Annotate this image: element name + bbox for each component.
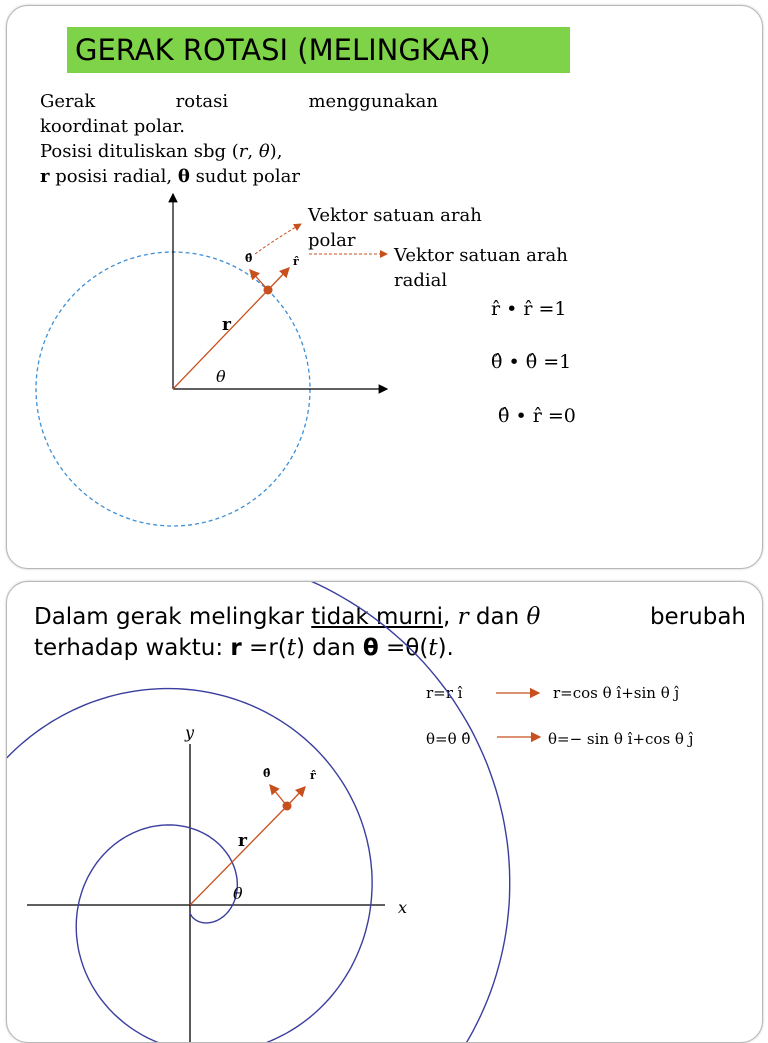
y-axis-label: y [185, 723, 195, 742]
polar-unit-label: Vektor satuan arah polar [308, 205, 482, 251]
theta-hat-label: θ̂ [245, 252, 253, 265]
intro-line-4: r posisi radial, θ sudut polar [40, 166, 300, 187]
theta-angle-label: θ [216, 367, 226, 386]
formula-r-right: r=cos θ î+sin θ ĵ [553, 684, 680, 702]
r-label: r [238, 831, 247, 851]
formula-r-left: r=r î [426, 684, 463, 702]
intro-word: Gerak [40, 91, 96, 112]
r-hat-arrow [268, 268, 289, 290]
r-hat-label: r̂ [293, 255, 299, 268]
particle-dot [264, 286, 273, 295]
intro-word: menggunakan [308, 91, 438, 112]
dot-product-rr: r̂ • r̂ =1 [491, 298, 567, 320]
theta-angle-label: θ [233, 884, 243, 903]
polar-pointer [255, 224, 301, 254]
description-line-2: terhadap waktu: r =r(t) dan θ =θ(t). [34, 635, 454, 661]
slide-1 [6, 5, 763, 569]
polar-diagram [7, 6, 762, 568]
spiral-path [6, 581, 510, 1043]
slide-title: GERAK ROTASI (MELINGKAR) [67, 27, 570, 73]
intro-line-3: Posisi dituliskan sbg (r, θ), [40, 141, 283, 162]
formula-theta-left: θ=θ θ̂ [426, 730, 471, 748]
description-line-1: Dalam gerak melingkar tidak murni, r dan θ berubah [34, 604, 746, 630]
r-hat-label: r̂ [310, 769, 316, 782]
r-label: r [222, 315, 231, 335]
radial-unit-label: Vektor satuan arah radial [394, 245, 568, 291]
dot-product-thetatheta: θ̂ • θ̂ =1 [491, 351, 572, 373]
intro-word: rotasi [175, 91, 229, 112]
x-axis-label: x [398, 898, 408, 917]
particle-dot [283, 802, 292, 811]
spiral-diagram [7, 582, 762, 1042]
slide-2 [6, 581, 763, 1043]
theta-hat-label: θ̂ [263, 767, 271, 780]
intro-line-2: koordinat polar. [40, 116, 185, 137]
formula-theta-right: θ=− sin θ î+cos θ ĵ [548, 730, 694, 748]
dot-product-thetar: θ̂ • r̂ =0 [498, 405, 576, 427]
